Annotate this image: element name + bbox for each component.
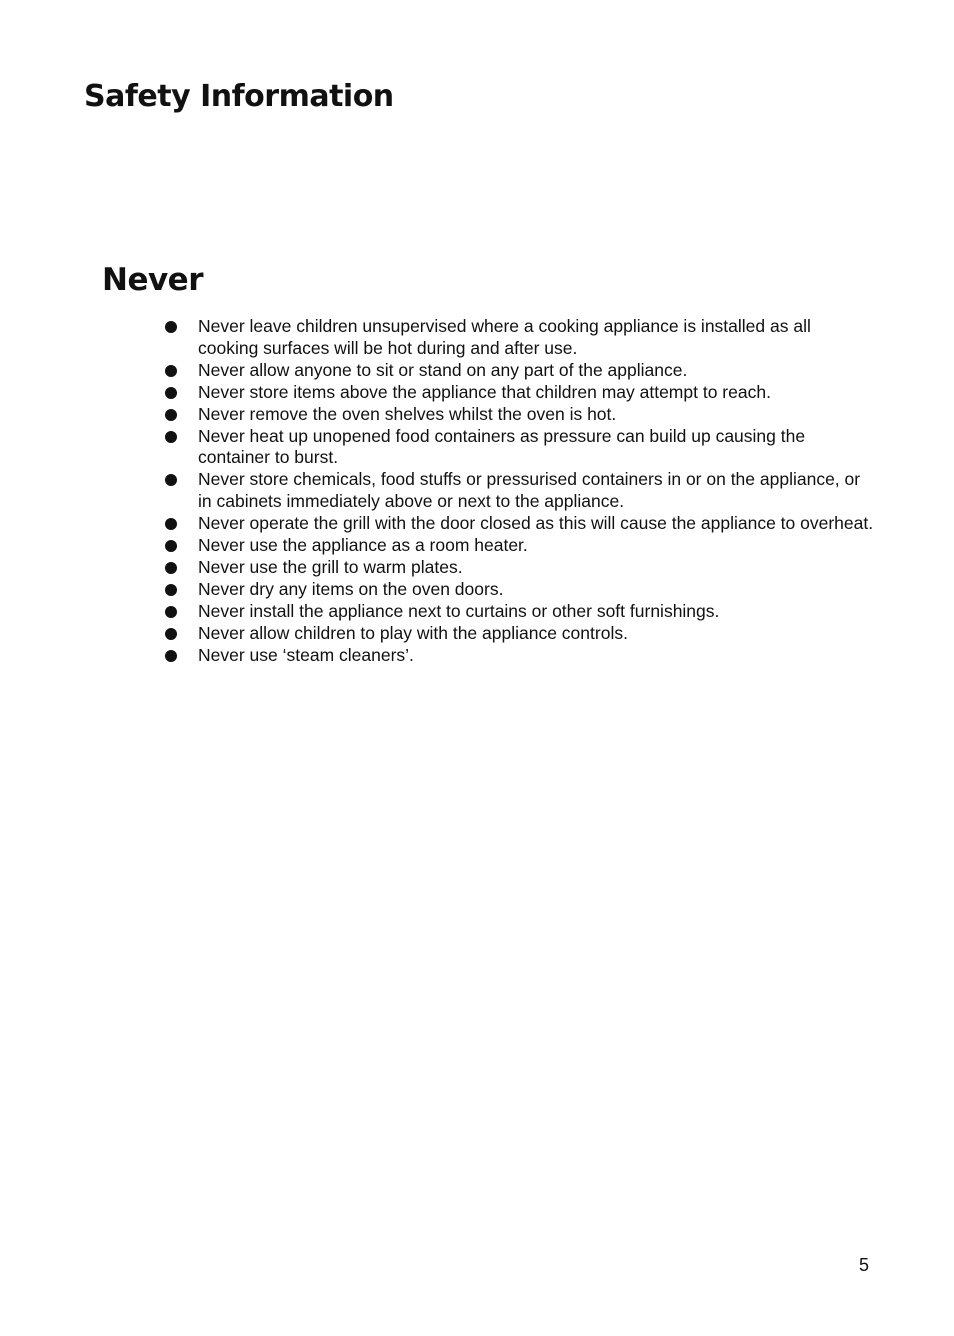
list-item [162,382,874,404]
bullet-icon [165,584,177,596]
never-list [162,316,874,667]
list-item [162,623,874,645]
bullet-icon [165,562,177,574]
section-title-never: Never [102,262,203,298]
list-item [162,360,874,382]
list-item-text: Never remove the oven shelves whilst the oven is hot. [198,403,617,424]
bullet-icon [165,321,177,333]
list-item [162,645,874,667]
list-item-text: Never dry any items on the oven doors. [198,578,504,599]
list-item [162,469,874,513]
list-item [162,316,874,360]
page-number: 5 [859,1255,870,1275]
bullet-icon [165,650,177,662]
list-item-text: Never use the appliance as a room heater. [198,535,528,556]
list-item [162,513,874,535]
bullet-icon [165,409,177,421]
list-item-text: Never allow children to play with the appliance controls. [198,622,628,643]
bullet-icon [165,628,177,640]
list-item-text: Never use the grill to warm plates. [198,556,463,577]
list-item-text: Never store chemicals, food stuffs or pressurised containers in or on the appliance, or in cabinets immediately above or next to the appliance. [198,469,861,512]
page-title: Safety Information [84,79,394,114]
bullet-icon [165,540,177,552]
list-item [162,426,874,470]
list-item-text: Never use ‘steam cleaners’. [198,644,414,665]
list-item [162,557,874,579]
bullet-icon [165,387,177,399]
bullet-icon [165,474,177,486]
bullet-icon [165,431,177,443]
bullet-icon [165,606,177,618]
bullet-icon [165,365,177,377]
bullet-icon [165,518,177,530]
list-item-text: Never leave children unsupervised where a cooking appliance is installed as all cooking surfaces will be hot during and after use. [198,316,811,358]
list-item-text: Never allow anyone to sit or stand on any part of the appliance. [198,359,688,380]
list-item-text: Never store items above the appliance that children may attempt to reach. [198,381,771,402]
list-item [162,535,874,557]
list-item [162,404,874,426]
list-item [162,601,874,623]
list-item-text: Never heat up unopened food containers as pressure can build up causing the container to burst. [198,425,806,468]
list-item-text: Never install the appliance next to curtains or other soft furnishings. [198,600,720,621]
list-item-text: Never operate the grill with the door closed as this will cause the appliance to overheat. [198,513,874,534]
list-item [162,579,874,601]
